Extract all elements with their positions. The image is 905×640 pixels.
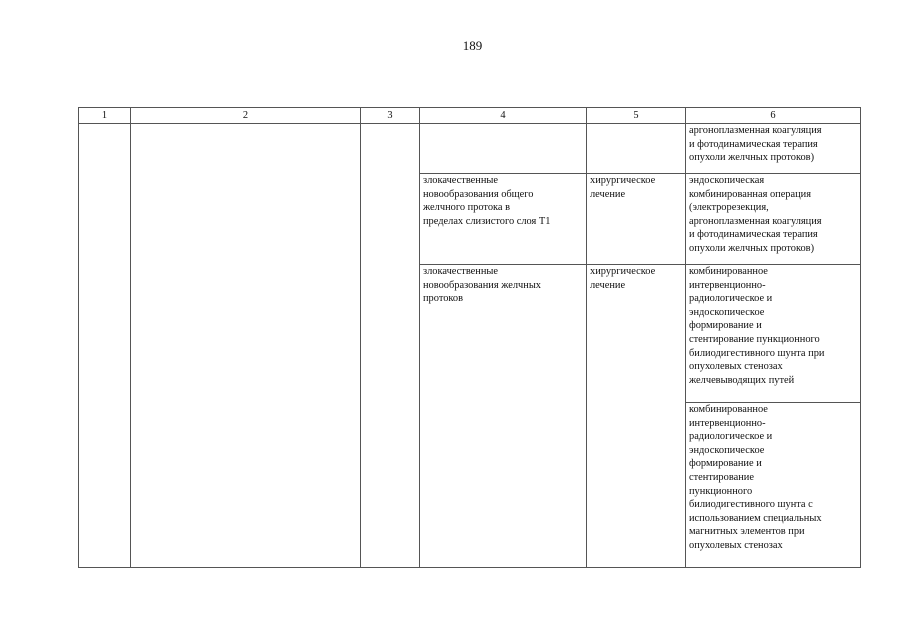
- cell-col2-empty: [131, 124, 361, 568]
- cell-method: комбинированное интервенционно- радиологическое и эндоскопическое формирование и стентирование пункционного билиодигестивного шунта с использованием специальных магнитных элементов при опухолевых стенозах: [686, 403, 861, 568]
- cell-diagnosis: злокачественные новообразования желчных протоков: [420, 265, 587, 568]
- cell-method: комбинированное интервенционно- радиологическое и эндоскопическое формирование и стентирование пункционного билиодигестивного шунта при опухолевых стенозах желчевыводящих путей: [686, 265, 861, 403]
- column-header-6: 6: [686, 108, 861, 124]
- cell-method: аргоноплазменная коагуляция и фотодинамическая терапия опухоли желчных протоков): [686, 124, 861, 174]
- cell-treatment: хирургическое лечение: [587, 174, 686, 265]
- column-header-4: 4: [420, 108, 587, 124]
- cell-col3-empty: [361, 124, 420, 568]
- column-header-2: 2: [131, 108, 361, 124]
- cell-method: эндоскопическая комбинированная операция (электрорезекция, аргоноплазменная коагуляция и фотодинамическая терапия опухоли желчных протоков): [686, 174, 861, 265]
- document-table: [78, 107, 861, 568]
- table-header-row: [79, 108, 861, 124]
- cell-treatment-empty: [587, 124, 686, 174]
- table-row: [79, 124, 861, 174]
- column-header-1: 1: [79, 108, 131, 124]
- cell-treatment: хирургическое лечение: [587, 265, 686, 568]
- cell-col1-empty: [79, 124, 131, 568]
- cell-diagnosis: злокачественные новообразования общего желчного протока в пределах слизистого слоя T1: [420, 174, 587, 265]
- page-number: 189: [462, 38, 483, 53]
- column-header-5: 5: [587, 108, 686, 124]
- cell-diagnosis-empty: [420, 124, 587, 174]
- column-header-3: 3: [361, 108, 420, 124]
